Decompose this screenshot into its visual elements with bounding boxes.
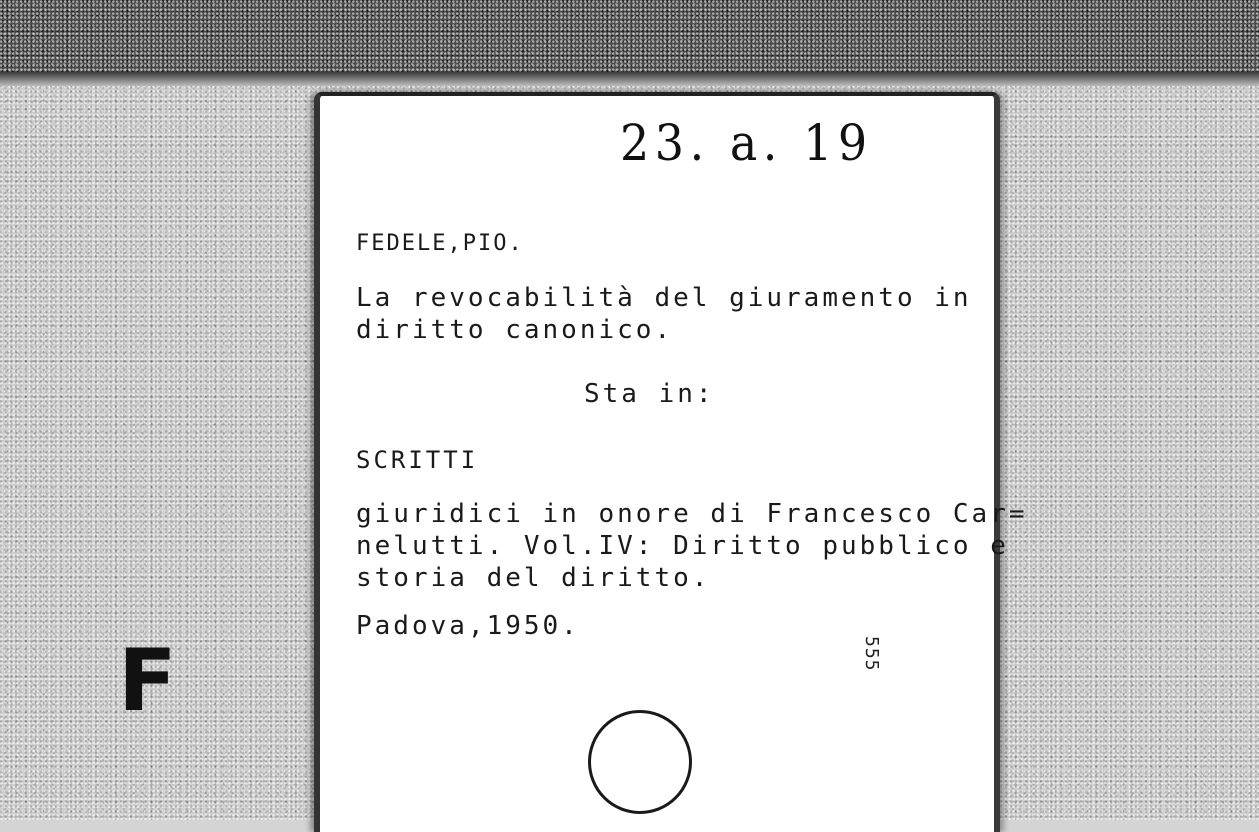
margin-letter-mark: F xyxy=(118,631,177,731)
sta-in-label: Sta in: xyxy=(584,379,715,409)
description-line-3: storia del diritto. xyxy=(356,563,711,593)
catalog-card xyxy=(314,92,1028,832)
author: FEDELE,PIO. xyxy=(356,231,524,256)
description-line-2: nelutti. Vol.IV: Diritto pubblico e xyxy=(356,531,1009,561)
title-line-2: diritto canonico. xyxy=(356,315,674,345)
scanner-top-edge xyxy=(0,0,1259,80)
series-title: SCRITTI xyxy=(356,446,479,474)
title-line-1: La revocabilità del giuramento in xyxy=(356,283,972,313)
side-number: 555 xyxy=(861,636,882,672)
shelfmark: 23. a. 19 xyxy=(620,114,873,172)
punch-hole xyxy=(588,710,692,814)
description-line-1: giuridici in onore di Francesco Car= xyxy=(356,499,1028,529)
scanner-edge-shadow xyxy=(0,72,1259,86)
imprint: Padova,1950. xyxy=(356,611,580,641)
